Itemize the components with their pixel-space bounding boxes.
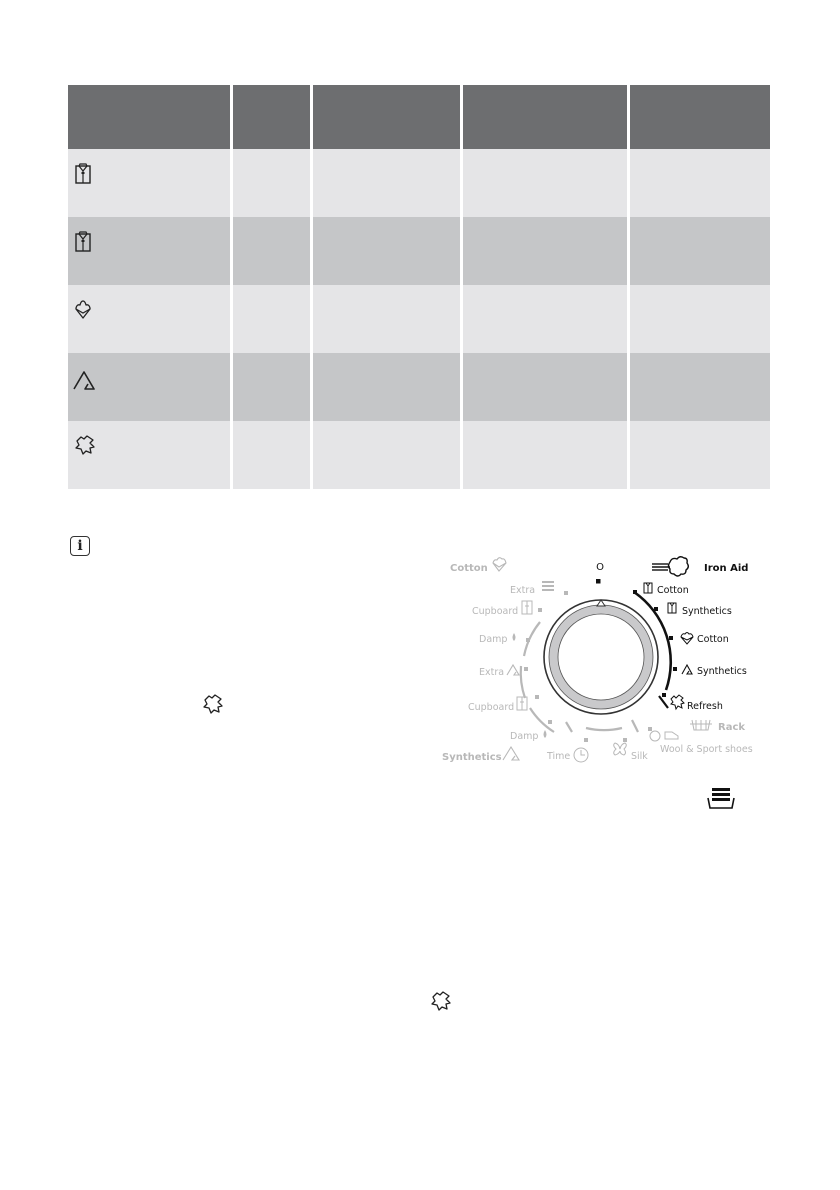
cotton-icon	[493, 558, 506, 571]
table-cell	[68, 217, 230, 285]
refresh-icon	[430, 990, 452, 1012]
cupboard-icon	[74, 231, 92, 253]
program-extra-synthetics[interactable]	[479, 665, 519, 678]
cupboard-icon	[644, 583, 652, 593]
cupboard-icon	[517, 697, 527, 710]
refresh-icon	[671, 695, 684, 709]
svg-text:Cotton: Cotton	[657, 585, 689, 596]
extra-dry-icon	[542, 581, 554, 591]
program-time[interactable]	[546, 748, 588, 762]
svg-text:Silk: Silk	[631, 751, 648, 762]
svg-text:Extra: Extra	[510, 585, 536, 596]
table-cell	[630, 217, 770, 285]
steam-icon	[669, 557, 689, 576]
program-synthetics-cupboard[interactable]	[668, 603, 732, 617]
dial-knob[interactable]	[544, 600, 658, 714]
wool-icon	[650, 731, 660, 741]
program-table	[68, 85, 770, 489]
program-cupboard-cotton[interactable]	[472, 601, 532, 617]
table-cell	[233, 217, 310, 285]
rack-icon	[690, 720, 712, 730]
program-silk[interactable]	[614, 743, 649, 762]
svg-text:Synthetics: Synthetics	[682, 606, 732, 617]
synthetics-icon	[503, 747, 519, 760]
program-rack[interactable]	[690, 720, 745, 733]
table-header-cell	[313, 85, 460, 149]
table-cell	[630, 149, 770, 217]
table-cell	[463, 285, 627, 353]
dial-off-marker: O	[596, 562, 604, 573]
table-cell	[233, 421, 310, 489]
svg-text:Cupboard: Cupboard	[468, 702, 515, 713]
table-header-cell	[463, 85, 627, 149]
program-refresh[interactable]	[671, 695, 723, 712]
cotton-icon	[74, 299, 92, 321]
program-extra-cotton[interactable]	[510, 581, 554, 596]
program-damp-synthetics[interactable]	[510, 730, 547, 742]
butterfly-icon	[614, 743, 627, 755]
table-cell	[463, 217, 627, 285]
svg-text:Wool & Sport shoes: Wool & Sport shoes	[660, 744, 753, 755]
cupboard-icon	[74, 163, 92, 185]
program-cupboard-synthetics[interactable]	[468, 697, 527, 713]
table-cell	[630, 353, 770, 421]
svg-text:Iron Aid: Iron Aid	[704, 563, 749, 574]
cupboard-icon	[668, 603, 676, 613]
table-cell	[630, 285, 770, 353]
dial-dot	[596, 579, 601, 584]
synthetics-icon	[682, 665, 692, 674]
info-icon: i	[70, 536, 90, 556]
svg-text:Cupboard: Cupboard	[472, 606, 519, 617]
table-cell	[68, 353, 230, 421]
table-header-cell	[630, 85, 770, 149]
clock-icon	[574, 748, 588, 762]
table-header-cell	[68, 85, 230, 149]
svg-text:Cotton: Cotton	[697, 634, 729, 645]
table-cell	[68, 421, 230, 489]
svg-text:Time: Time	[547, 751, 571, 762]
drop-icon	[513, 633, 516, 641]
svg-text:Rack: Rack	[718, 722, 746, 733]
svg-text:Cotton: Cotton	[450, 563, 488, 574]
program-iron-aid[interactable]	[652, 557, 748, 576]
svg-text:Synthetics: Synthetics	[442, 752, 502, 763]
shoe-icon	[665, 732, 678, 739]
table-cell	[233, 353, 310, 421]
table-cell	[68, 285, 230, 353]
synthetics-icon	[507, 665, 519, 675]
svg-text:Damp: Damp	[479, 634, 508, 645]
cupboard-icon	[522, 601, 532, 614]
table-cell	[68, 149, 230, 217]
group-synthetics	[442, 747, 519, 763]
refresh-icon	[74, 435, 96, 455]
table-cell	[313, 421, 460, 489]
extra-dry-icon	[706, 786, 736, 812]
table-header-cell	[233, 85, 310, 149]
group-cotton	[450, 558, 506, 574]
program-cotton[interactable]	[681, 633, 729, 646]
table-cell	[233, 149, 310, 217]
table-cell	[463, 421, 627, 489]
svg-text:Refresh: Refresh	[687, 701, 723, 712]
svg-text:Damp: Damp	[510, 731, 539, 742]
svg-text:Synthetics: Synthetics	[697, 666, 747, 677]
table-cell	[463, 353, 627, 421]
program-synthetics[interactable]	[682, 665, 747, 677]
table-cell	[463, 149, 627, 217]
drop-icon	[544, 730, 547, 738]
svg-text:Extra: Extra	[479, 667, 505, 678]
table-cell	[313, 217, 460, 285]
table-cell	[233, 285, 310, 353]
program-dial	[438, 550, 768, 768]
program-wool-sport-shoes[interactable]	[650, 731, 753, 755]
table-cell	[313, 285, 460, 353]
table-cell	[313, 149, 460, 217]
table-cell	[630, 421, 770, 489]
program-damp-cotton[interactable]	[479, 633, 516, 645]
program-cotton-cupboard[interactable]	[644, 583, 689, 596]
refresh-icon	[202, 693, 224, 715]
synthetics-icon	[72, 369, 96, 391]
table-cell	[313, 353, 460, 421]
cotton-icon	[681, 633, 693, 645]
